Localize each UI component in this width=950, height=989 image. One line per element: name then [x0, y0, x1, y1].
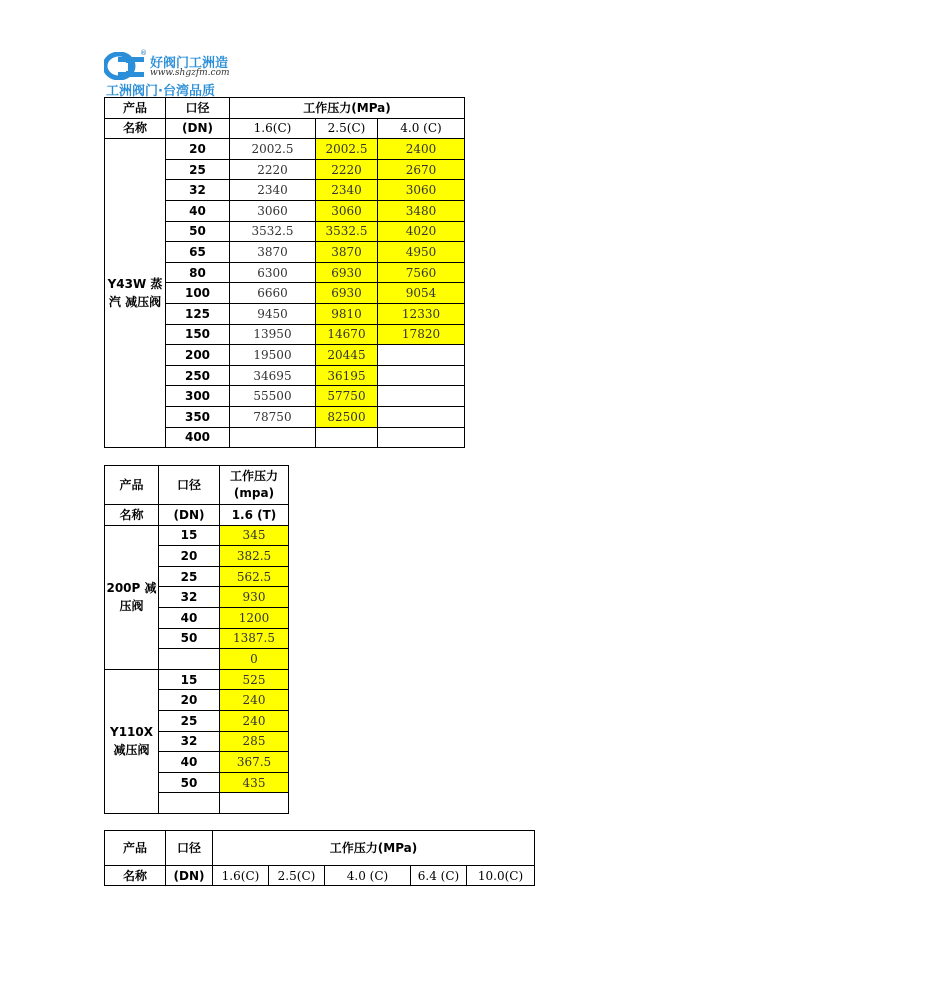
price-cell-2-5: 82500 — [316, 406, 378, 427]
header-class-1-6: 1.6(C) — [230, 118, 316, 139]
price-cell-4-0: 4020 — [378, 221, 465, 242]
price-cell-1-6: 34695 — [230, 365, 316, 386]
price-cell-4-0: 3480 — [378, 200, 465, 221]
price-cell: 240 — [220, 710, 289, 731]
dn-cell: 20 — [159, 546, 220, 567]
company-logo — [104, 50, 264, 98]
dn-cell: 20 — [159, 690, 220, 711]
dn-cell: 15 — [159, 525, 220, 546]
header-pressure: 工作压力(MPa) — [213, 831, 535, 866]
price-cell-2-5: 2220 — [316, 159, 378, 180]
header-pressure: 工作压力 (mpa) — [220, 466, 289, 505]
price-cell-4-0 — [378, 427, 465, 448]
price-cell-1-6: 55500 — [230, 386, 316, 407]
price-cell-1-6: 3532.5 — [230, 221, 316, 242]
price-cell-1-6 — [230, 427, 316, 448]
dn-cell: 50 — [166, 221, 230, 242]
header-size: 口径 — [166, 98, 230, 119]
price-cell-2-5: 3870 — [316, 242, 378, 263]
dn-cell: 300 — [166, 386, 230, 407]
price-cell-2-5: 36195 — [316, 365, 378, 386]
price-cell-4-0: 3060 — [378, 180, 465, 201]
price-cell-2-5: 57750 — [316, 386, 378, 407]
dn-cell: 65 — [166, 242, 230, 263]
header-name: 名称 — [105, 505, 159, 526]
price-cell-2-5: 2002.5 — [316, 139, 378, 160]
dn-cell: 50 — [159, 772, 220, 793]
dn-cell: 15 — [159, 669, 220, 690]
price-cell-4-0: 2670 — [378, 159, 465, 180]
header-dn: (DN) — [166, 118, 230, 139]
header-dn: (DN) — [159, 505, 220, 526]
price-cell-1-6: 6300 — [230, 262, 316, 283]
price-cell-4-0: 7560 — [378, 262, 465, 283]
dn-cell: 25 — [166, 159, 230, 180]
header-size: 口径 — [159, 466, 220, 505]
price-cell: 382.5 — [220, 546, 289, 567]
dn-cell — [159, 649, 220, 670]
price-cell-1-6: 9450 — [230, 303, 316, 324]
price-cell: 1387.5 — [220, 628, 289, 649]
header-dn: (DN) — [166, 866, 213, 886]
dn-cell: 80 — [166, 262, 230, 283]
header-class-2-5: 2.5(C) — [269, 866, 325, 886]
header-class-1-6: 1.6(C) — [213, 866, 269, 886]
dn-cell: 32 — [166, 180, 230, 201]
price-cell-2-5: 3532.5 — [316, 221, 378, 242]
price-cell-4-0 — [378, 386, 465, 407]
table-header-row — [105, 831, 535, 866]
product-name-cell: Y43W 蒸汽 减压阀 — [105, 139, 166, 448]
table-header-row — [105, 505, 289, 526]
price-cell-4-0 — [378, 345, 465, 366]
table-row — [105, 139, 465, 160]
price-cell: 0 — [220, 649, 289, 670]
dn-cell — [159, 793, 220, 814]
table-header-row — [105, 466, 289, 505]
dn-cell: 200 — [166, 345, 230, 366]
dn-cell: 32 — [159, 587, 220, 608]
price-cell-4-0: 12330 — [378, 303, 465, 324]
table-header-row — [105, 98, 465, 119]
y43w-price-table — [104, 97, 465, 448]
price-cell: 1200 — [220, 607, 289, 628]
header-name: 名称 — [105, 118, 166, 139]
dn-cell: 20 — [166, 139, 230, 160]
price-cell-4-0: 4950 — [378, 242, 465, 263]
price-cell-2-5: 14670 — [316, 324, 378, 345]
price-cell-1-6: 13950 — [230, 324, 316, 345]
logo-slogan: 好阀门工洲造 — [150, 56, 229, 71]
price-cell-4-0 — [378, 406, 465, 427]
logo-url: www.shgzfm.com — [150, 68, 230, 78]
price-cell-1-6: 78750 — [230, 406, 316, 427]
high-pressure-table — [104, 830, 535, 886]
header-size: 口径 — [166, 831, 213, 866]
price-cell: 367.5 — [220, 752, 289, 773]
dn-cell: 25 — [159, 710, 220, 731]
registered-mark: ® — [140, 49, 147, 57]
price-cell: 285 — [220, 731, 289, 752]
dn-cell: 50 — [159, 628, 220, 649]
price-cell-2-5: 3060 — [316, 200, 378, 221]
price-cell-1-6: 3870 — [230, 242, 316, 263]
price-cell-2-5: 20445 — [316, 345, 378, 366]
table-header-row — [105, 866, 535, 886]
dn-cell: 25 — [159, 566, 220, 587]
price-cell-4-0 — [378, 365, 465, 386]
table-row — [105, 525, 289, 546]
price-cell: 930 — [220, 587, 289, 608]
header-product: 产品 — [105, 466, 159, 505]
dn-cell: 40 — [159, 607, 220, 628]
logo-tagline: 工洲阀门·台湾品质 — [106, 84, 215, 99]
header-class: 1.6 (T) — [220, 505, 289, 526]
table-header-row — [105, 118, 465, 139]
price-cell-2-5: 6930 — [316, 262, 378, 283]
table-row — [105, 669, 289, 690]
price-cell: 525 — [220, 669, 289, 690]
pressure-reducing-valve-table — [104, 465, 289, 814]
dn-cell: 400 — [166, 427, 230, 448]
header-class-2-5: 2.5(C) — [316, 118, 378, 139]
dn-cell: 250 — [166, 365, 230, 386]
header-class-4-0: 4.0 (C) — [378, 118, 465, 139]
header-class-10-0: 10.0(C) — [467, 866, 535, 886]
price-cell-2-5: 9810 — [316, 303, 378, 324]
price-cell-1-6: 2340 — [230, 180, 316, 201]
header-class-4-0: 4.0 (C) — [325, 866, 411, 886]
header-product: 产品 — [105, 98, 166, 119]
price-cell-4-0: 9054 — [378, 283, 465, 304]
price-cell-2-5: 6930 — [316, 283, 378, 304]
dn-cell: 150 — [166, 324, 230, 345]
price-cell-2-5 — [316, 427, 378, 448]
header-product: 产品 — [105, 831, 166, 866]
dn-cell: 40 — [159, 752, 220, 773]
header-name: 名称 — [105, 866, 166, 886]
price-cell: 435 — [220, 772, 289, 793]
price-cell — [220, 793, 289, 814]
price-cell-1-6: 3060 — [230, 200, 316, 221]
header-class-6-4: 6.4 (C) — [411, 866, 467, 886]
product-name-cell: 200P 减压阀 — [105, 525, 159, 669]
price-cell-1-6: 2002.5 — [230, 139, 316, 160]
price-cell-1-6: 6660 — [230, 283, 316, 304]
dn-cell: 100 — [166, 283, 230, 304]
dn-cell: 350 — [166, 406, 230, 427]
product-name-cell: Y110X 减压阀 — [105, 669, 159, 813]
price-cell-4-0: 17820 — [378, 324, 465, 345]
price-cell-2-5: 2340 — [316, 180, 378, 201]
price-cell: 240 — [220, 690, 289, 711]
price-cell-4-0: 2400 — [378, 139, 465, 160]
dn-cell: 125 — [166, 303, 230, 324]
price-cell-1-6: 19500 — [230, 345, 316, 366]
price-cell-1-6: 2220 — [230, 159, 316, 180]
dn-cell: 32 — [159, 731, 220, 752]
header-pressure: 工作压力(MPa) — [230, 98, 465, 119]
price-cell: 562.5 — [220, 566, 289, 587]
dn-cell: 40 — [166, 200, 230, 221]
price-cell: 345 — [220, 525, 289, 546]
